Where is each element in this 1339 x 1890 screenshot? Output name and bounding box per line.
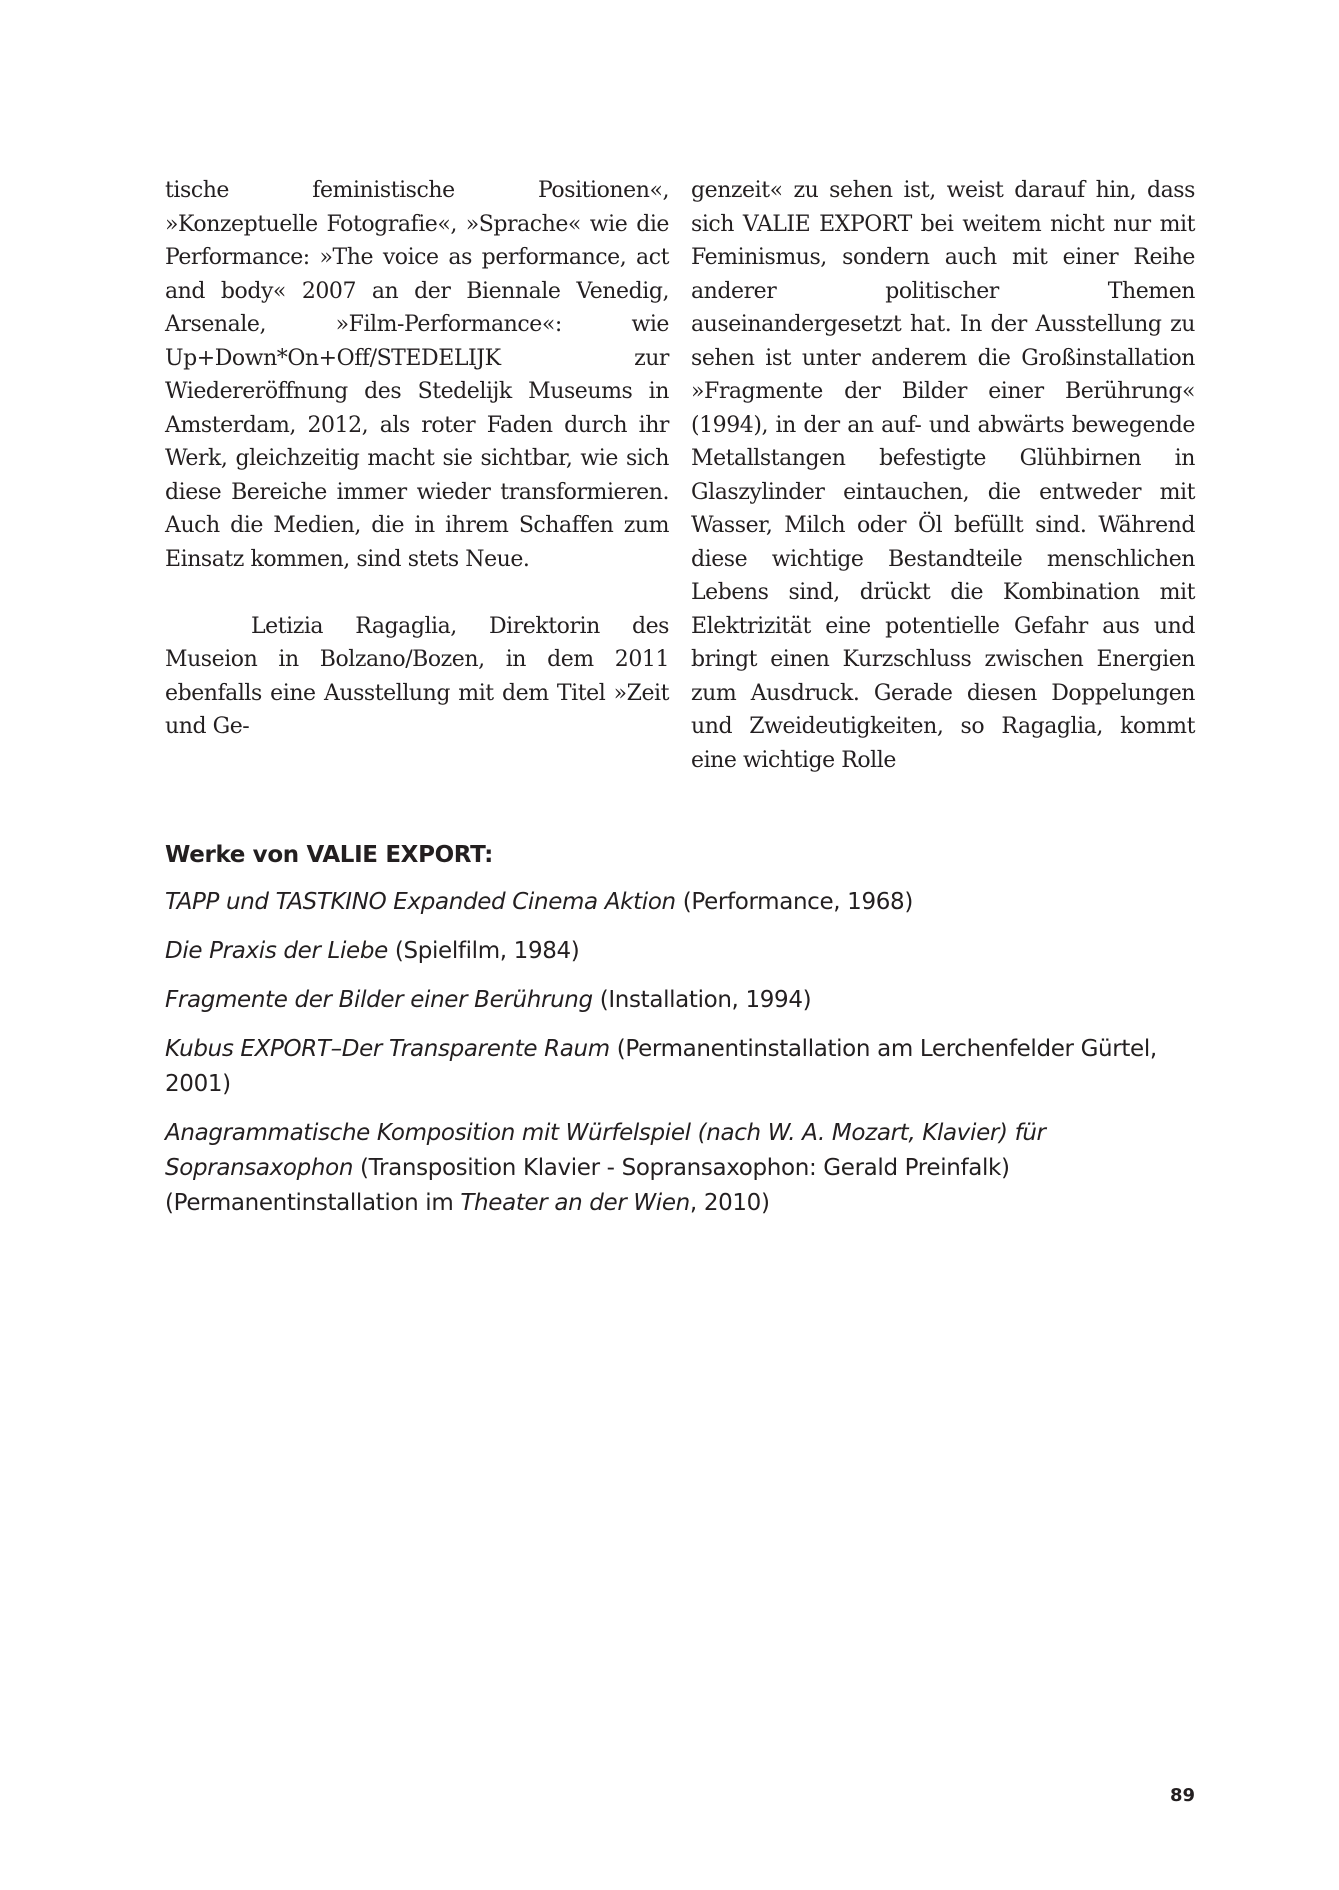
work-detail: (Installation, 1994): [592, 987, 812, 1013]
work-detail: (Spielfilm, 1984): [387, 938, 580, 964]
right-text-column: [691, 174, 1195, 777]
work-item: [165, 885, 1195, 920]
work-title: Fragmente der Bilder einer Berührung: [165, 987, 593, 1013]
work-detail: (Permanentinstallation am Lerchenfelder Gürtel, 2001): [165, 1036, 1157, 1097]
work-title: Kubus EXPORT–Der Transparente Raum: [165, 1036, 610, 1062]
body-paragraph: tische feministische Positionen«, »Konzeptuelle Fotografie«, »Sprache« wie die Performance: »The voice as performance, act and body« 2007 an der Biennale Venedig, Arsenale, »Film-Performance«: wie Up+Down*On+Off/STEDELIJK zur Wiedereröffnung des Stedelijk Museums in Amsterdam, 2012, als roter Faden durch ihr Werk, gleichzeitig macht sie sichtbar, wie sich diese Bereiche immer wieder transformieren. Auch die Medien, die in ihrem Schaffen zum Einsatz kommen, sind stets Neue.: [165, 178, 669, 572]
work-title: TAPP und TASTKINO Expanded Cinema Aktion: [165, 889, 676, 915]
page-number: 89: [1169, 1785, 1195, 1806]
body-paragraph: Letizia Ragaglia, Direktorin des Museion in Bolzano/Bozen, in dem 2011 ebenfalls eine Ausstellung mit dem Titel »Zeit und Ge-: [165, 613, 669, 739]
work-item: [165, 983, 1195, 1018]
work-title: Die Praxis der Liebe: [165, 938, 388, 964]
work-detail: (Performance, 1968): [675, 889, 913, 915]
work-item: [165, 1032, 1195, 1102]
left-text-column: [165, 174, 669, 744]
body-paragraph: genzeit« zu sehen ist, weist darauf hin, dass sich VALIE EXPORT bei weitem nicht nur mit Feminismus, sondern auch mit einer Reihe anderer politischer Themen auseinandergesetzt hat. In der Ausstellung zu sehen ist unter anderem die Großinstallation »Fragmente der Bilder einer Berührung« (1994), in der an auf- und abwärts bewegende Metallstangen befestigte Glühbirnen in Glaszylinder eintauchen, die entweder mit Wasser, Milch oder Öl befüllt sind. Während diese wichtige Bestandteile menschlichen Lebens sind, drückt die Kombination mit Elektrizität eine potentielle Gefahr aus und bringt einen Kurzschluss zwischen Energien zum Ausdruck. Gerade diesen Doppelungen und Zweideutigkeiten, so Ragaglia, kommt eine wichtige Rolle: [691, 178, 1195, 773]
work-item: [165, 1116, 1195, 1221]
work-detail: (Transposition Klavier - Sopransaxophon: Gerald Preinfalk) (Permanentinstallation im: [165, 1155, 1010, 1216]
work-item: [165, 934, 1195, 969]
work-title: Anagrammatische Komposition mit Würfelspiel (nach W. A. Mozart, Klavier) für Sopransaxophon: [165, 1120, 1046, 1181]
works-heading: Werke von VALIE EXPORT:: [165, 842, 494, 868]
work-venue: Theater an der Wien: [460, 1190, 690, 1216]
works-list-section: [165, 838, 1195, 1235]
work-detail-tail: , 2010): [689, 1190, 770, 1216]
